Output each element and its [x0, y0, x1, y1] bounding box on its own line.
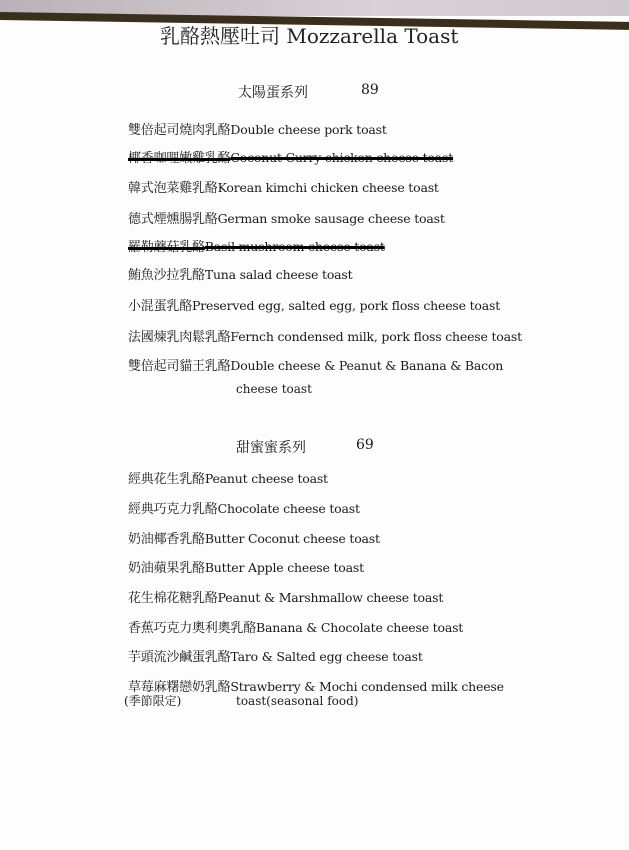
seasonal-note: (季節限定)	[124, 694, 182, 708]
item-name-zh: 經典花生乳酪	[128, 472, 205, 487]
menu-item	[128, 177, 439, 196]
item-name-en: Butter Apple cheese toast	[204, 560, 364, 575]
menu-item	[128, 264, 352, 283]
menu-item	[128, 119, 387, 138]
item-name-en: Double cheese pork toast	[230, 122, 387, 137]
item-name-zh: 花生棉花糖乳酪	[128, 591, 218, 606]
menu-item	[128, 646, 423, 665]
item-name-zh: 韓式泡菜雞乳酪	[128, 181, 218, 196]
menu-item	[128, 295, 500, 314]
menu-item	[128, 617, 463, 636]
menu-item	[128, 208, 445, 227]
menu-title: 乳酪熱壓吐司 Mozzarella Toast	[160, 24, 459, 48]
item-name-en: Korean kimchi chicken cheese toast	[217, 180, 439, 195]
item-name-zh: 芋頭流沙鹹蛋乳酪	[128, 650, 231, 665]
item-name-en: Chocolate cheese toast	[217, 501, 360, 516]
item-name-zh: 法國煉乳肉鬆乳酪	[128, 330, 231, 345]
menu-item	[128, 498, 360, 517]
item-name-en: Taro & Salted egg cheese toast	[230, 649, 423, 664]
item-name-en: Strawberry & Mochi condensed milk cheese	[230, 679, 504, 694]
section-title-sunny-egg: 太陽蛋系列	[238, 85, 308, 101]
menu-item	[128, 355, 503, 374]
item-name-en: Double cheese & Peanut & Banana & Bacon	[230, 358, 504, 373]
item-name-zh: 小混蛋乳酪	[128, 299, 193, 314]
menu-item	[128, 676, 504, 695]
menu-item	[128, 528, 380, 547]
item-name-en: German smoke sausage cheese toast	[217, 211, 445, 226]
item-name-en: Peanut cheese toast	[204, 471, 328, 486]
item-name-en: Preserved egg, salted egg, pork floss cheese toast	[192, 298, 501, 313]
item-name-zh: 經典巧克力乳酪	[128, 502, 218, 517]
menu-item-unavailable	[128, 147, 453, 166]
item-name-zh: 奶油椰香乳酪	[128, 532, 205, 547]
item-name-en: Peanut & Marshmallow cheese toast	[217, 590, 444, 605]
item-name-zh: 雙倍起司燒肉乳酪	[128, 123, 231, 138]
item-name-en: Coconut Curry chicken cheese toast	[230, 150, 454, 165]
menu-item	[128, 326, 522, 345]
section-price-sweet: 69	[356, 437, 374, 453]
item-name-en: Tuna salad cheese toast	[204, 267, 353, 282]
section-title-sweet: 甜蜜蜜系列	[236, 440, 306, 456]
item-name-en: Butter Coconut cheese toast	[204, 531, 380, 546]
item-name-continuation: toast(seasonal food)	[236, 694, 359, 708]
menu-item-unavailable	[128, 236, 385, 255]
item-name-en: Basil mushroom cheese toast	[204, 239, 385, 254]
item-name-continuation: cheese toast	[236, 382, 312, 396]
item-name-zh: 香蕉巧克力奧利奧乳酪	[128, 621, 257, 636]
menu-item	[128, 587, 443, 606]
item-name-zh: 德式煙燻腸乳酪	[128, 212, 218, 227]
item-name-zh: 鮪魚沙拉乳酪	[128, 268, 205, 283]
item-name-en: Fernch condensed milk, pork floss cheese toast	[230, 329, 522, 344]
section-price-sunny-egg: 89	[361, 82, 379, 98]
menu-item	[128, 557, 364, 576]
menu-item	[128, 468, 328, 487]
item-name-en: Banana & Chocolate cheese toast	[256, 620, 464, 635]
item-name-zh: 羅勒蘑菇乳酪	[128, 240, 205, 255]
item-name-zh: 奶油蘋果乳酪	[128, 561, 205, 576]
item-name-zh: 雙倍起司貓王乳酪	[128, 359, 231, 374]
item-name-zh: 草莓麻糬戀奶乳酪	[128, 680, 231, 695]
item-name-zh: 椰香咖哩嫩雞乳酪	[128, 151, 231, 166]
